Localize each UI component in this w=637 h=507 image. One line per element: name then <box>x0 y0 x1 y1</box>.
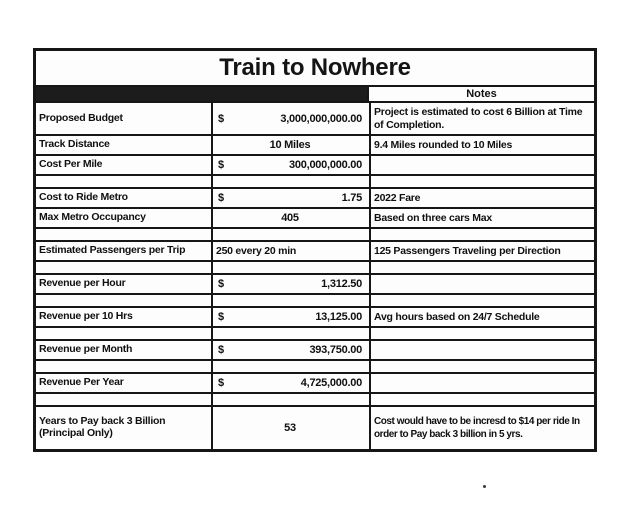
row-value <box>213 328 371 339</box>
table-title-row <box>36 51 594 87</box>
row-note <box>371 361 594 372</box>
value-text: 10 Miles <box>269 139 311 151</box>
value-text: 4,725,000.00 <box>300 377 362 389</box>
table-row <box>36 295 594 308</box>
budget-table <box>33 48 597 452</box>
table-row <box>36 242 594 262</box>
row-label: Revenue Per Year <box>36 374 213 392</box>
row-label <box>36 394 213 405</box>
row-note <box>371 394 594 405</box>
table-row <box>36 308 594 328</box>
scan-speck <box>483 485 486 488</box>
row-label <box>36 295 213 306</box>
table-row <box>36 189 594 209</box>
row-value <box>213 156 371 174</box>
value-text: 405 <box>281 212 299 224</box>
dollar-sign: $ <box>218 278 224 290</box>
row-note <box>371 275 594 293</box>
row-note: 9.4 Miles rounded to 10 Miles <box>374 138 513 151</box>
row-label: Revenue per Month <box>36 341 213 359</box>
dollar-sign: $ <box>218 112 224 125</box>
table-row <box>36 328 594 341</box>
value-text: 300,000,000.00 <box>289 159 362 171</box>
row-label: Revenue per Hour <box>36 275 213 293</box>
table-row <box>36 341 594 361</box>
row-label: Cost Per Mile <box>36 156 213 174</box>
row-note <box>371 229 594 240</box>
row-label: Track Distance <box>36 136 213 154</box>
row-value <box>213 394 371 405</box>
table-row <box>36 156 594 176</box>
table-row <box>36 361 594 374</box>
row-value <box>213 209 371 227</box>
table-row <box>36 262 594 275</box>
row-label: Max Metro Occupancy <box>36 209 213 227</box>
table-row <box>36 374 594 394</box>
row-note: 2022 Fare <box>374 191 421 204</box>
row-note <box>371 341 594 359</box>
value-text: 3,000,000,000.00 <box>280 112 362 125</box>
table-row <box>36 176 594 189</box>
row-label <box>36 361 213 372</box>
table-row <box>36 229 594 242</box>
row-value <box>213 341 371 359</box>
row-value <box>213 275 371 293</box>
dollar-sign: $ <box>218 311 224 323</box>
row-value <box>213 242 371 260</box>
table-rows <box>36 103 594 449</box>
row-note: Cost would have to be incresd to $14 per ride In order to Pay back 3 billion in 5 yrs. <box>374 416 580 440</box>
row-value <box>213 361 371 372</box>
row-note <box>371 295 594 306</box>
table-row <box>36 394 594 407</box>
table-title: Train to Nowhere <box>219 54 411 81</box>
row-value <box>213 103 371 134</box>
row-note <box>371 176 594 187</box>
row-note: Avg hours based on 24/7 Schedule <box>374 310 540 323</box>
table-header-row <box>36 87 594 103</box>
value-text: 393,750.00 <box>309 344 362 356</box>
row-note <box>371 262 594 273</box>
row-label <box>36 229 213 240</box>
row-label: Proposed Budget <box>36 103 213 134</box>
row-label <box>36 328 213 339</box>
row-label: Cost to Ride Metro <box>36 189 213 207</box>
row-value <box>213 308 371 326</box>
row-value <box>213 295 371 306</box>
row-value <box>213 136 371 154</box>
value-text: 53 <box>284 422 296 434</box>
row-value <box>213 374 371 392</box>
dollar-sign: $ <box>218 344 224 356</box>
table-row <box>36 407 594 449</box>
dollar-sign: $ <box>218 159 224 171</box>
row-note <box>371 374 594 392</box>
row-note: Project is estimated to cost 6 Billion at Time of Completion. <box>374 105 583 131</box>
row-label: Revenue per 10 Hrs <box>36 308 213 326</box>
row-label <box>36 262 213 273</box>
row-label: Years to Pay back 3 Billion (Principal Only) <box>36 407 213 449</box>
value-text: 250 every 20 min <box>216 245 297 257</box>
value-text: 1.75 <box>341 192 362 204</box>
row-label <box>36 176 213 187</box>
row-value <box>213 407 371 449</box>
row-value <box>213 262 371 273</box>
table-row <box>36 209 594 229</box>
row-value <box>213 176 371 187</box>
row-value <box>213 189 371 207</box>
header-black-bar <box>36 87 369 101</box>
table-row <box>36 136 594 156</box>
row-note: 125 Passengers Traveling per Direction <box>374 244 561 257</box>
row-value <box>213 229 371 240</box>
table-row <box>36 103 594 136</box>
row-label: Estimated Passengers per Trip <box>36 242 213 260</box>
row-note: Based on three cars Max <box>374 211 492 224</box>
value-text: 13,125.00 <box>315 311 362 323</box>
value-text: 1,312.50 <box>321 278 362 290</box>
dollar-sign: $ <box>218 377 224 389</box>
dollar-sign: $ <box>218 192 224 204</box>
row-note <box>371 156 594 174</box>
row-note <box>371 328 594 339</box>
table-row <box>36 275 594 295</box>
notes-column-header: Notes <box>466 88 497 100</box>
